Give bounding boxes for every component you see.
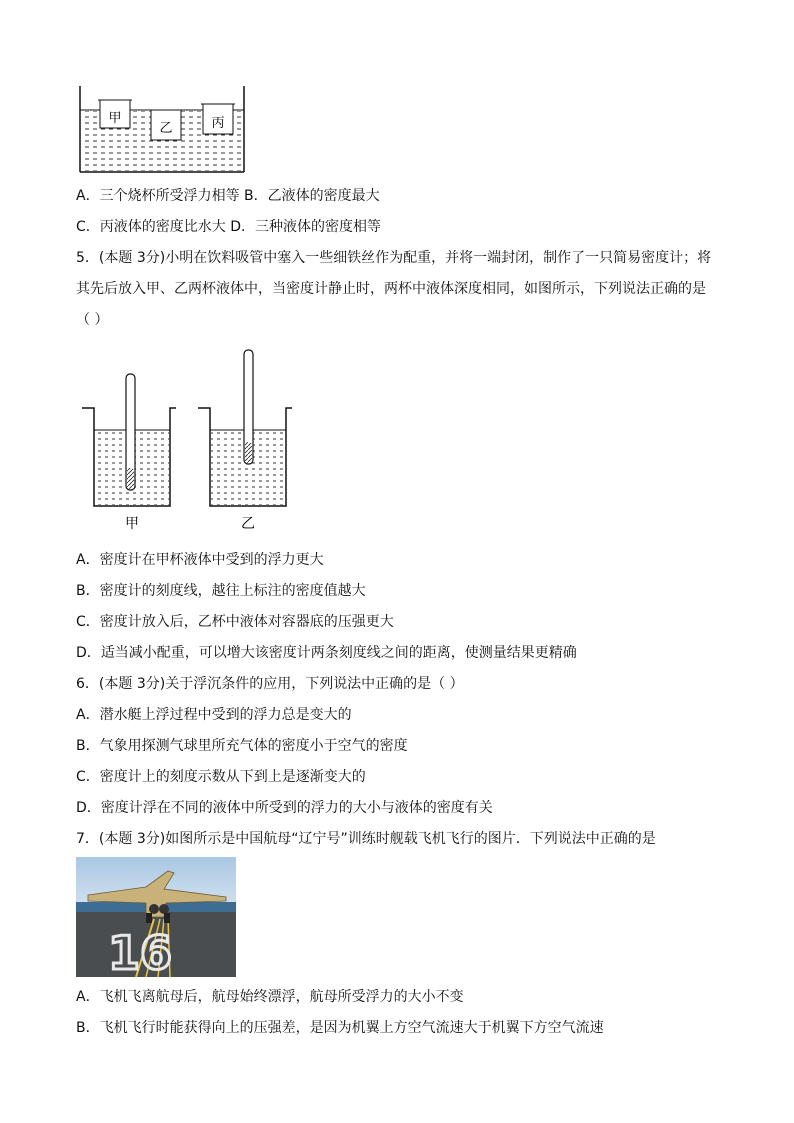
q6-option-d: D．密度计浮在不同的液体中所受到的浮力的大小与液体的密度有关 (76, 800, 493, 816)
q7-deck-number: 16 (108, 926, 173, 977)
q4-label-b: 乙 (159, 121, 173, 136)
q5-option-b: B．密度计的刻度线，越往上标注的密度值越大 (76, 583, 366, 599)
q4-options-row2: C．丙液体的密度比水大 D．三种液体的密度相等 (76, 219, 382, 235)
q4-label-a: 甲 (108, 111, 122, 126)
q6-option-b: B．气象用探测气球里所充气体的密度小于空气的密度 (76, 738, 408, 754)
q6-option-c: C．密度计上的刻度示数从下到上是逐渐变大的 (76, 769, 366, 785)
q5-label-b: 乙 (241, 516, 255, 532)
q7-photo (76, 857, 236, 977)
q5-stem-line3: （ ） (76, 312, 109, 328)
q4-figure (76, 84, 248, 176)
q6-option-a: A．潜水艇上浮过程中受到的浮力总是变大的 (76, 707, 352, 723)
q4-options-row1: A．三个烧杯所受浮力相等 B．乙液体的密度最大 (76, 188, 380, 204)
q5-option-c: C．密度计放入后，乙杯中液体对容器底的压强更大 (76, 614, 394, 630)
q4-label-c: 丙 (211, 116, 225, 131)
q7-option-b: B．飞机飞行时能获得向上的压强差，是因为机翼上方空气流速大于机翼下方空气流速 (76, 1020, 604, 1036)
q7-option-a: A．飞机飞离航母后，航母始终漂浮，航母所受浮力的大小不变 (76, 989, 464, 1005)
q5-stem-line2: 其先后放入甲、乙两杯液体中，当密度计静止时，两杯中液体深度相同，如图所示，下列说法正确的是 (76, 281, 706, 297)
q6-stem: 6．(本题 3分)关于浮沉条件的应用，下列说法中正确的是（ ） (76, 676, 464, 692)
q5-stem-line1: 5．(本题 3分)小明在饮料吸管中塞入一些细铁丝作为配重，并将一端封闭，制作了一只简易密度计；将 (76, 250, 712, 266)
q5-option-d: D．适当减小配重，可以增大该密度计两条刻度线之间的距离，使测量结果更精确 (76, 645, 577, 661)
q5-figure (76, 346, 296, 536)
q7-stem: 7．(本题 3分)如图所示是中国航母“辽宁号”训练时舰载飞机飞行的图片．下列说法中正确的是 (76, 831, 656, 847)
q5-option-a: A．密度计在甲杯液体中受到的浮力更大 (76, 552, 324, 568)
q5-label-a: 甲 (125, 516, 139, 532)
